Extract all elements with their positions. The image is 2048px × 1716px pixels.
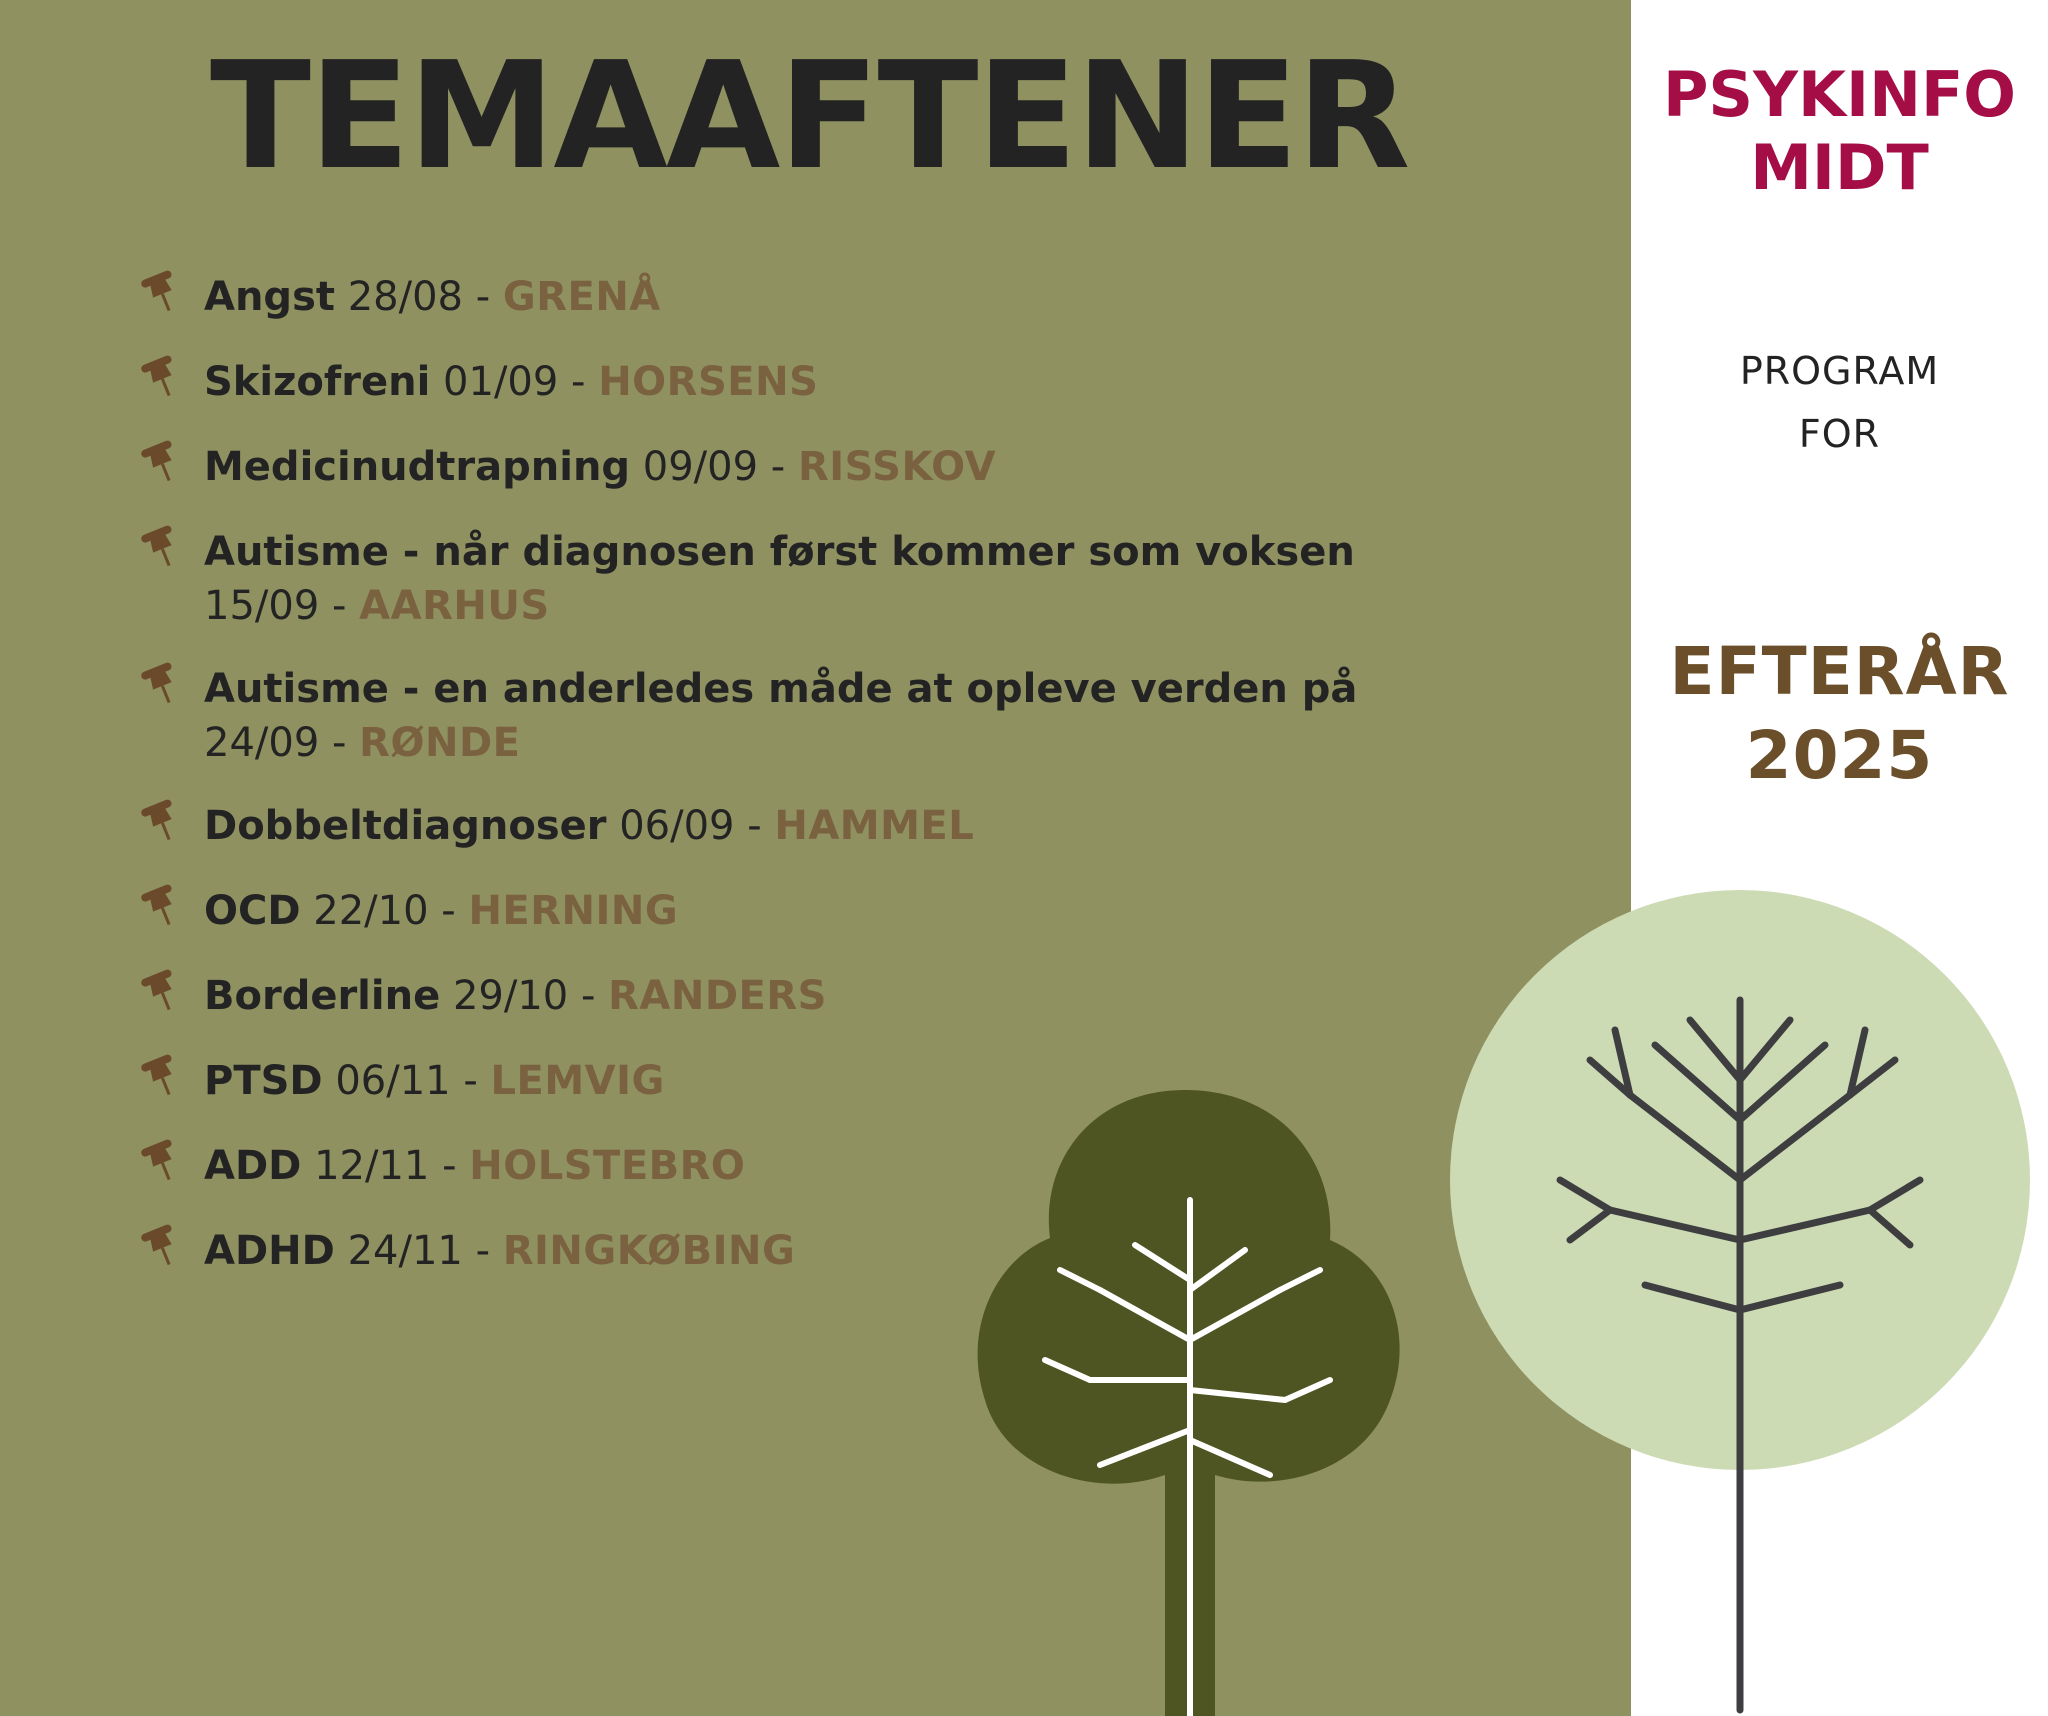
pushpin-icon (120, 660, 204, 708)
list-item-text (204, 660, 1560, 770)
event-topic: Medicinudtrapning (204, 444, 631, 490)
event-dash: - (475, 1228, 490, 1274)
pushpin-icon (120, 353, 204, 401)
list-item (120, 967, 1560, 1025)
event-date: 24/11 (347, 1228, 463, 1274)
list-item-text (204, 268, 1560, 325)
pushpin-icon (120, 882, 204, 930)
event-dash: - (442, 1143, 457, 1189)
program-label (1631, 340, 2048, 465)
list-item (120, 353, 1560, 411)
event-date: 24/09 (204, 720, 320, 766)
event-dash: - (332, 720, 347, 766)
event-dash: - (571, 359, 586, 405)
list-item (120, 523, 1560, 633)
event-topic: ADD (204, 1143, 302, 1189)
event-city: GRENÅ (502, 274, 661, 320)
event-date: 06/09 (619, 803, 735, 849)
event-topic: Autisme - en anderledes måde at opleve verden på (204, 666, 1358, 712)
event-date: 01/09 (443, 359, 559, 405)
event-topic: Angst (204, 274, 335, 320)
program-label-line-2: FOR (1798, 411, 1881, 456)
event-city: RANDERS (608, 973, 827, 1019)
pushpin-icon (120, 1222, 204, 1270)
event-date: 28/08 (347, 274, 463, 320)
pushpin-icon (120, 797, 204, 845)
list-item (120, 797, 1560, 855)
season-line-2: 2025 (1745, 717, 1934, 795)
event-city: RISSKOV (797, 444, 997, 490)
season-label (1631, 630, 2048, 799)
event-date: 09/09 (642, 444, 759, 490)
tree-icon-dark (950, 1080, 1420, 1716)
event-topic: Skizofreni (204, 359, 431, 405)
list-item-text (204, 797, 1560, 854)
tree-icon-light (1440, 880, 2040, 1716)
list-item-text (204, 523, 1560, 633)
event-topic: Borderline (204, 973, 441, 1019)
event-city: HERNING (468, 888, 679, 934)
event-dash: - (441, 888, 456, 934)
event-city: AARHUS (359, 583, 550, 629)
event-topic: Autisme - når diagnosen først kommer som voksen (204, 529, 1355, 575)
event-date: 12/11 (314, 1143, 430, 1189)
event-city: HOLSTEBRO (469, 1143, 746, 1189)
event-date: 22/10 (313, 888, 429, 934)
pushpin-icon (120, 1052, 204, 1100)
page-title: TEMAAFTENER (210, 30, 1409, 202)
event-city: RØNDE (359, 720, 521, 766)
pushpin-icon (120, 523, 204, 571)
pushpin-icon (120, 967, 204, 1015)
event-city: LEMVIG (490, 1058, 665, 1104)
event-date: 15/09 (204, 583, 320, 629)
season-line-1: EFTERÅR (1669, 633, 2010, 710)
list-item (120, 882, 1560, 940)
event-dash: - (463, 1058, 478, 1104)
event-topic: Dobbeltdiagnoser (204, 803, 607, 849)
list-item (120, 268, 1560, 326)
event-dash: - (475, 274, 491, 320)
event-dash: - (747, 803, 762, 849)
list-item-text (204, 967, 1560, 1024)
list-item-text (204, 438, 1560, 495)
event-dash: - (580, 973, 596, 1019)
pushpin-icon (120, 1137, 204, 1185)
brand-line-2: MIDT (1750, 131, 1929, 205)
event-topic: PTSD (204, 1058, 323, 1104)
pushpin-icon (120, 268, 204, 316)
event-topic: ADHD (204, 1228, 335, 1274)
event-city: HAMMEL (774, 803, 975, 849)
event-date: 06/11 (335, 1058, 451, 1104)
pushpin-icon (120, 438, 204, 486)
event-city: RINGKØBING (502, 1228, 796, 1274)
list-item-text (204, 353, 1560, 410)
list-item (120, 660, 1560, 770)
brand-name (1631, 58, 2048, 204)
event-topic: OCD (204, 888, 301, 934)
event-city: HORSENS (598, 359, 819, 405)
list-item-text (204, 882, 1560, 939)
brand-line-1: PSYKINFO (1662, 58, 2017, 131)
list-item (120, 438, 1560, 496)
event-date: 29/10 (452, 973, 569, 1019)
event-dash: - (770, 444, 786, 490)
event-dash: - (332, 583, 347, 629)
program-label-line-1: PROGRAM (1739, 349, 1940, 393)
